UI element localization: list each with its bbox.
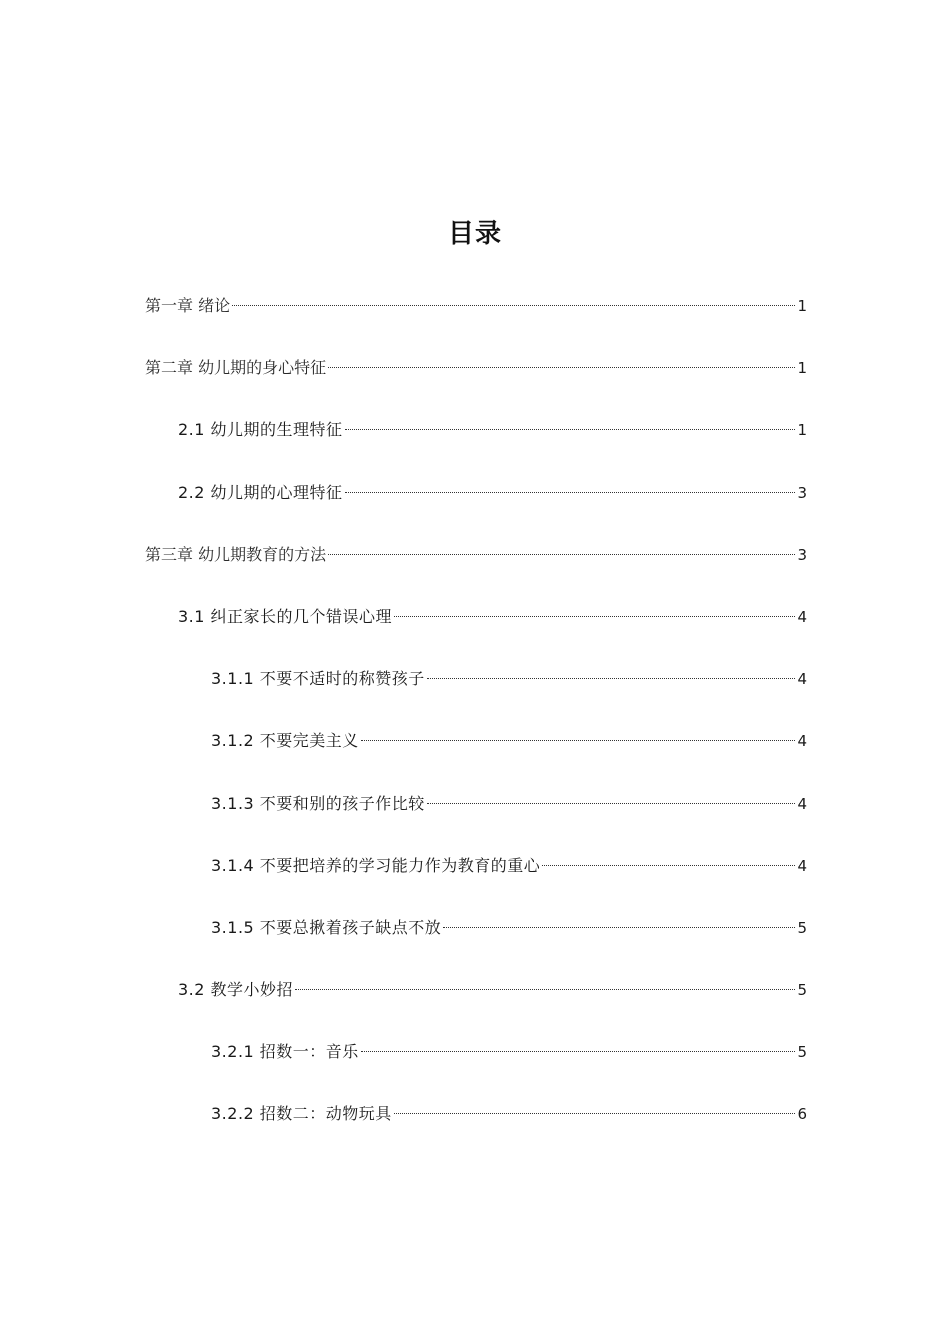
toc-entry-text: 第三章 幼儿期教育的方法 [145, 544, 327, 564]
toc-page-number: 1 [797, 297, 807, 315]
toc-entry[interactable] [0, 288, 950, 350]
toc-entry[interactable] [0, 599, 950, 661]
toc-page-number: 4 [797, 794, 807, 813]
dot-leader [394, 1113, 796, 1114]
toc-entry[interactable] [0, 848, 950, 910]
toc-entry[interactable] [0, 661, 950, 723]
toc-entry-text: 3.1.3 不要和别的孩子作比较 [211, 793, 425, 813]
toc-entry-text: 3.1 纠正家长的几个错误心理 [178, 606, 393, 626]
dot-leader [328, 554, 795, 555]
dot-leader [394, 616, 795, 617]
dot-leader [345, 429, 796, 430]
toc-entry-text: 第一章 绪论 [145, 296, 231, 315]
dot-leader [427, 678, 796, 679]
dot-leader [232, 305, 795, 306]
toc-page-number: 4 [797, 607, 807, 626]
toc-page-number: 5 [797, 918, 807, 937]
table-of-contents [0, 288, 950, 1159]
toc-entry[interactable] [0, 475, 950, 537]
toc-page-number: 1 [797, 359, 807, 378]
toc-entry-text: 3.2 教学小妙招 [178, 980, 294, 1000]
dot-leader [345, 492, 796, 493]
dot-leader [295, 989, 795, 990]
toc-title: 目录 [447, 219, 502, 250]
toc-page-number: 3 [797, 483, 807, 502]
toc-entry[interactable] [0, 412, 950, 474]
dot-leader [427, 803, 796, 804]
toc-page-number: 4 [797, 732, 807, 751]
toc-entry[interactable] [0, 350, 950, 412]
toc-entry[interactable] [0, 1096, 950, 1158]
toc-entry-text: 3.1.5 不要总揪着孩子缺点不放 [211, 917, 442, 937]
toc-entry-text: 2.2 幼儿期的心理特征 [178, 482, 343, 502]
toc-entry[interactable] [0, 1034, 950, 1096]
toc-entry-text: 3.1.2 不要完美主义 [211, 731, 359, 751]
toc-entry[interactable] [0, 537, 950, 599]
toc-entry-text: 3.1.4 不要把培养的学习能力作为教育的重心 [211, 855, 541, 875]
toc-entry[interactable] [0, 786, 950, 848]
dot-leader [542, 865, 795, 866]
dot-leader [361, 1051, 796, 1052]
toc-entry-text: 3.2.1 招数一：音乐 [211, 1042, 359, 1062]
toc-entry[interactable] [0, 723, 950, 785]
toc-entry[interactable] [0, 910, 950, 972]
toc-entry-text: 第二章 幼儿期的身心特征 [145, 358, 327, 378]
toc-page-number: 3 [797, 545, 807, 564]
toc-page-number: 5 [797, 1043, 807, 1062]
dot-leader [361, 740, 796, 741]
toc-entry-text: 3.1.1 不要不适时的称赞孩子 [211, 669, 425, 689]
toc-entry[interactable] [0, 972, 950, 1034]
dot-leader [443, 927, 795, 928]
toc-page-number: 5 [797, 981, 807, 1000]
toc-page-number: 4 [797, 856, 807, 875]
toc-page-number: 6 [797, 1105, 807, 1124]
toc-entry-text: 2.1 幼儿期的生理特征 [178, 420, 343, 440]
dot-leader [328, 367, 795, 368]
toc-page-number: 4 [797, 670, 807, 689]
toc-page-number: 1 [797, 421, 807, 440]
toc-entry-text: 3.2.2 招数二：动物玩具 [211, 1104, 392, 1124]
